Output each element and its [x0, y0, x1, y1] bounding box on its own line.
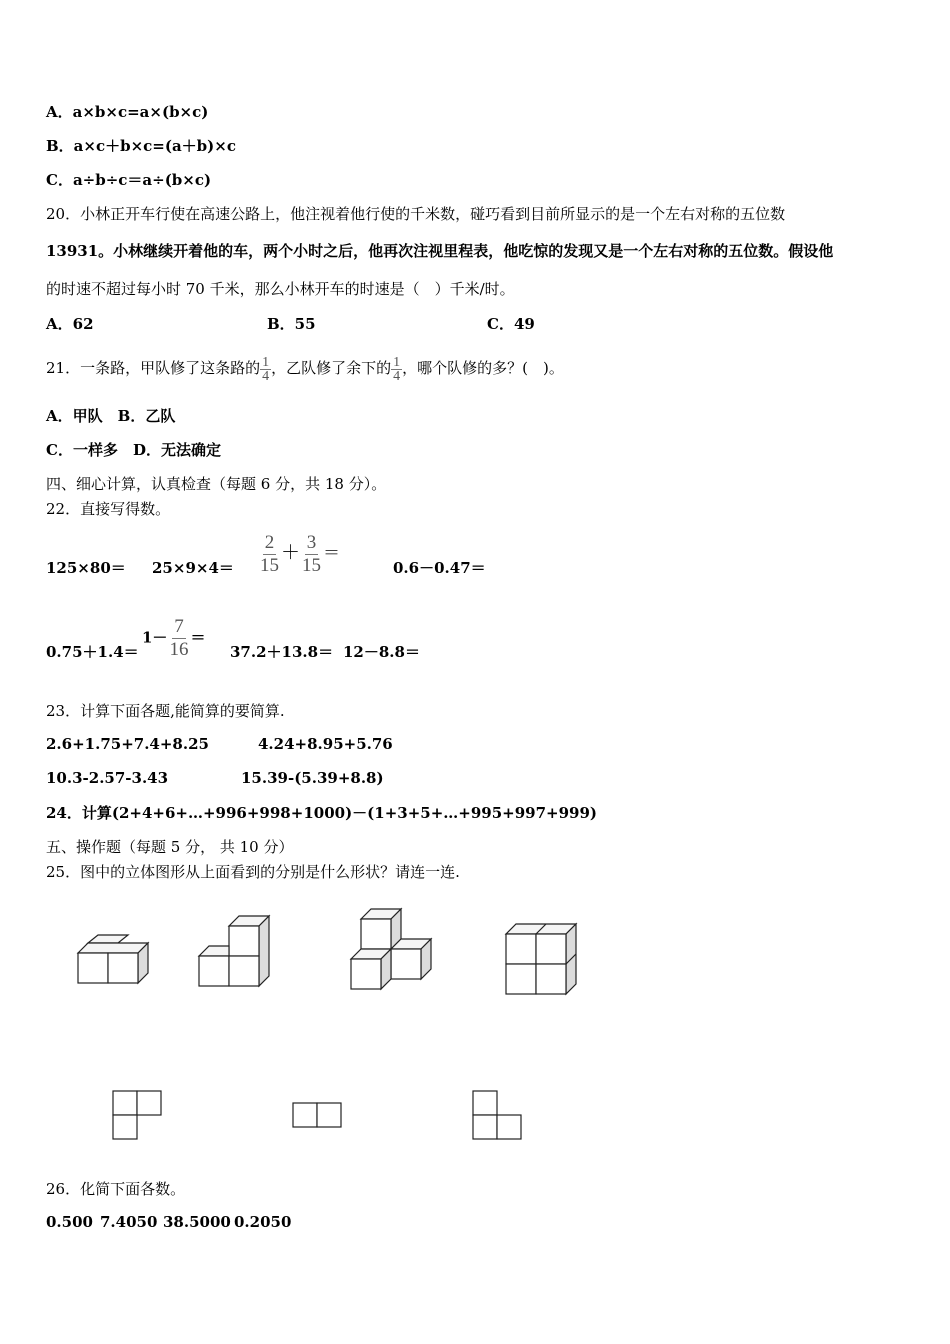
top-view-3 — [473, 1091, 521, 1139]
q22-expr-8: 12－8.8＝ — [343, 643, 420, 661]
q22-frac-c-num: 7 — [174, 616, 184, 637]
q22-expr-3 — [258, 532, 340, 577]
q22-expr-5: 0.75＋1.4＝ — [46, 643, 139, 661]
q23-expr-1: 2.6+1.75+7.4+8.25 — [46, 735, 209, 753]
q21-text-part2: ，乙队修了余下的 — [271, 359, 392, 377]
q21-text-part1: 21．一条路，甲队修了这条路的 — [46, 359, 261, 377]
q21-question — [46, 350, 564, 386]
q22-expr-2: 25×9×4＝ — [152, 559, 234, 577]
q20-option-a: A．62 — [46, 315, 94, 333]
q21-fraction-2 — [391, 356, 402, 383]
q22-plus: ＋ — [281, 541, 301, 564]
q22-frac-b-den: 15 — [302, 555, 322, 576]
q23-title: 23．计算下面各题,能简算的要简算. — [46, 702, 285, 720]
q22-frac-b-num: 3 — [306, 532, 317, 553]
q20-option-b: B．55 — [267, 315, 316, 333]
q25-figures — [0, 900, 950, 1160]
q21-frac1-num: 1 — [262, 354, 270, 370]
q26-value-3: 38.5000 — [163, 1213, 231, 1231]
solid-figure-4 — [506, 924, 576, 994]
q19-option-b: B．a×c＋b×c=(a＋b)×c — [46, 137, 236, 155]
q23-expr-3: 10.3-2.57-3.43 — [46, 769, 169, 787]
q21-options-row2: C．一样多 D．无法确定 — [46, 441, 221, 459]
q23-expr-2: 4.24+8.95+5.76 — [258, 735, 393, 753]
q21-text-part3: ，哪个队修的多？( )。 — [402, 359, 564, 377]
q19-option-a: A．a×b×c=a×(b×c) — [46, 103, 209, 121]
q25-title: 25．图中的立体图形从上面看到的分别是什么形状？请连一连. — [46, 863, 460, 881]
q22-frac-c-den: 16 — [169, 639, 189, 660]
q20-option-c: C．49 — [487, 315, 535, 333]
q26-value-4: 0.2050 — [234, 1213, 292, 1231]
section4-heading: 四、细心计算，认真检查（每题 6 分，共 18 分）。 — [46, 475, 387, 493]
solid-figure-3 — [351, 909, 431, 989]
q19-option-c: C．a÷b÷c＝a÷(b×c) — [46, 171, 212, 189]
q22-equals: ＝ — [323, 543, 341, 564]
q20-text-line3: 的时速不超过每小时 70 千米，那么小林开车的时速是（ ）千米/时。 — [46, 280, 515, 298]
q22-equals-2: ＝ — [190, 628, 206, 647]
q21-frac2-den: 4 — [393, 368, 401, 384]
q24-text: 24．计算(2+4+6+…+996+998+1000)－(1+3+5+…+995+997+999) — [46, 804, 598, 822]
q23-expr-4: 15.39-(5.39+8.8) — [241, 769, 384, 787]
q20-text-line1: 20．小林正开车行使在高速公路上，他注视着他行使的千米数，碰巧看到目前所显示的是一个左右对称的五位数 — [46, 205, 786, 223]
q21-options-row1: A．甲队 B．乙队 — [46, 407, 176, 425]
q22-frac-b — [300, 532, 323, 577]
q22-frac-a-den: 15 — [260, 555, 279, 576]
q22-expr-7: 37.2＋13.8＝ — [230, 643, 334, 661]
q22-frac-a-num: 2 — [264, 532, 275, 553]
q22-frac-a — [258, 532, 281, 577]
q22-expr-1: 125×80＝ — [46, 559, 126, 577]
solid-figure-2 — [199, 916, 269, 986]
q26-value-1: 0.500 — [46, 1213, 93, 1231]
q26-title: 26．化简下面各数。 — [46, 1180, 186, 1198]
q22-one-minus: 1－ — [142, 628, 168, 647]
q26-value-2: 7.4050 — [100, 1213, 158, 1231]
solid-figure-1 — [78, 935, 148, 983]
q21-fraction-1 — [260, 356, 271, 383]
q22-expr-6 — [142, 616, 205, 661]
top-view-1 — [113, 1091, 161, 1139]
q22-frac-c — [167, 616, 190, 661]
top-view-2 — [293, 1103, 341, 1127]
section5-heading: 五、操作题（每题 5 分， 共 10 分） — [46, 838, 294, 856]
q22-title: 22．直接写得数。 — [46, 500, 171, 518]
q21-frac1-den: 4 — [262, 368, 270, 384]
q21-frac2-num: 1 — [393, 354, 401, 370]
q22-expr-4: 0.6－0.47＝ — [393, 559, 486, 577]
q20-text-line2: 13931。小林继续开着他的车，两个小时之后，他再次注视里程表，他吃惊的发现又是一个左右对称的五位数。假设他 — [46, 242, 834, 260]
